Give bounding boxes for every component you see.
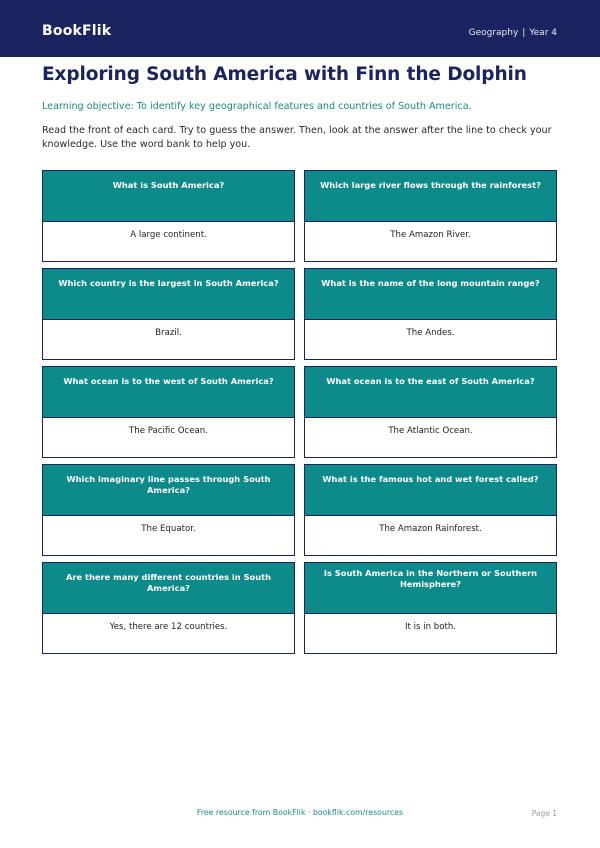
footer-resource-link[interactable]: Free resource from BookFlik · bookflik.com/resources — [196, 808, 404, 817]
card-answer: The Andes. — [305, 319, 556, 359]
card-answer: Yes, there are 12 countries. — [43, 613, 294, 653]
brand-logo[interactable]: BookFlik — [42, 23, 112, 39]
flashcard[interactable] — [304, 366, 557, 458]
flashcard[interactable] — [42, 268, 295, 360]
flashcard[interactable] — [42, 366, 295, 458]
subject-meta — [469, 28, 557, 38]
card-answer: Brazil. — [43, 319, 294, 359]
card-answer: It is in both. — [305, 613, 556, 653]
card-answer: The Amazon Rainforest. — [305, 515, 556, 555]
card-question: What is South America? — [43, 171, 294, 221]
page-title: Exploring South America with Finn the Dolphin — [42, 64, 527, 85]
card-answer: The Equator. — [43, 515, 294, 555]
flashcard[interactable] — [304, 170, 557, 262]
card-answer: The Pacific Ocean. — [43, 417, 294, 457]
subject-label: Geography — [468, 28, 519, 38]
top-banner — [0, 0, 600, 57]
card-question: Is South America in the Northern or Southern Hemisphere? — [305, 563, 556, 613]
card-answer: A large continent. — [43, 221, 294, 261]
meta-separator: | — [522, 28, 526, 38]
card-answer: The Amazon River. — [305, 221, 556, 261]
card-question: Which country is the largest in South America? — [43, 269, 294, 319]
flashcard[interactable] — [304, 464, 557, 556]
flashcard[interactable] — [42, 170, 295, 262]
card-question: What ocean is to the east of South America? — [305, 367, 556, 417]
card-question: What is the name of the long mountain range? — [305, 269, 556, 319]
flashcard[interactable] — [304, 268, 557, 360]
card-question: Which imaginary line passes through South America? — [43, 465, 294, 515]
flashcard[interactable] — [304, 562, 557, 654]
card-question: Are there many different countries in South America? — [43, 563, 294, 613]
card-question: Which large river flows through the rainforest? — [305, 171, 556, 221]
page-number: Page 1 — [531, 809, 557, 818]
flashcard[interactable] — [42, 464, 295, 556]
card-answer: The Atlantic Ocean. — [305, 417, 556, 457]
card-question: What ocean is to the west of South America? — [43, 367, 294, 417]
card-question: What is the famous hot and wet forest called? — [305, 465, 556, 515]
learning-objective: Learning objective: To identify key geographical features and countries of South America. — [42, 101, 472, 112]
instructions-text: Read the front of each card. Try to guess the answer. Then, look at the answer after the line to check your knowledge. Use the word bank to help you. — [42, 125, 552, 150]
year-label: Year 4 — [529, 28, 557, 38]
flashcard[interactable] — [42, 562, 295, 654]
